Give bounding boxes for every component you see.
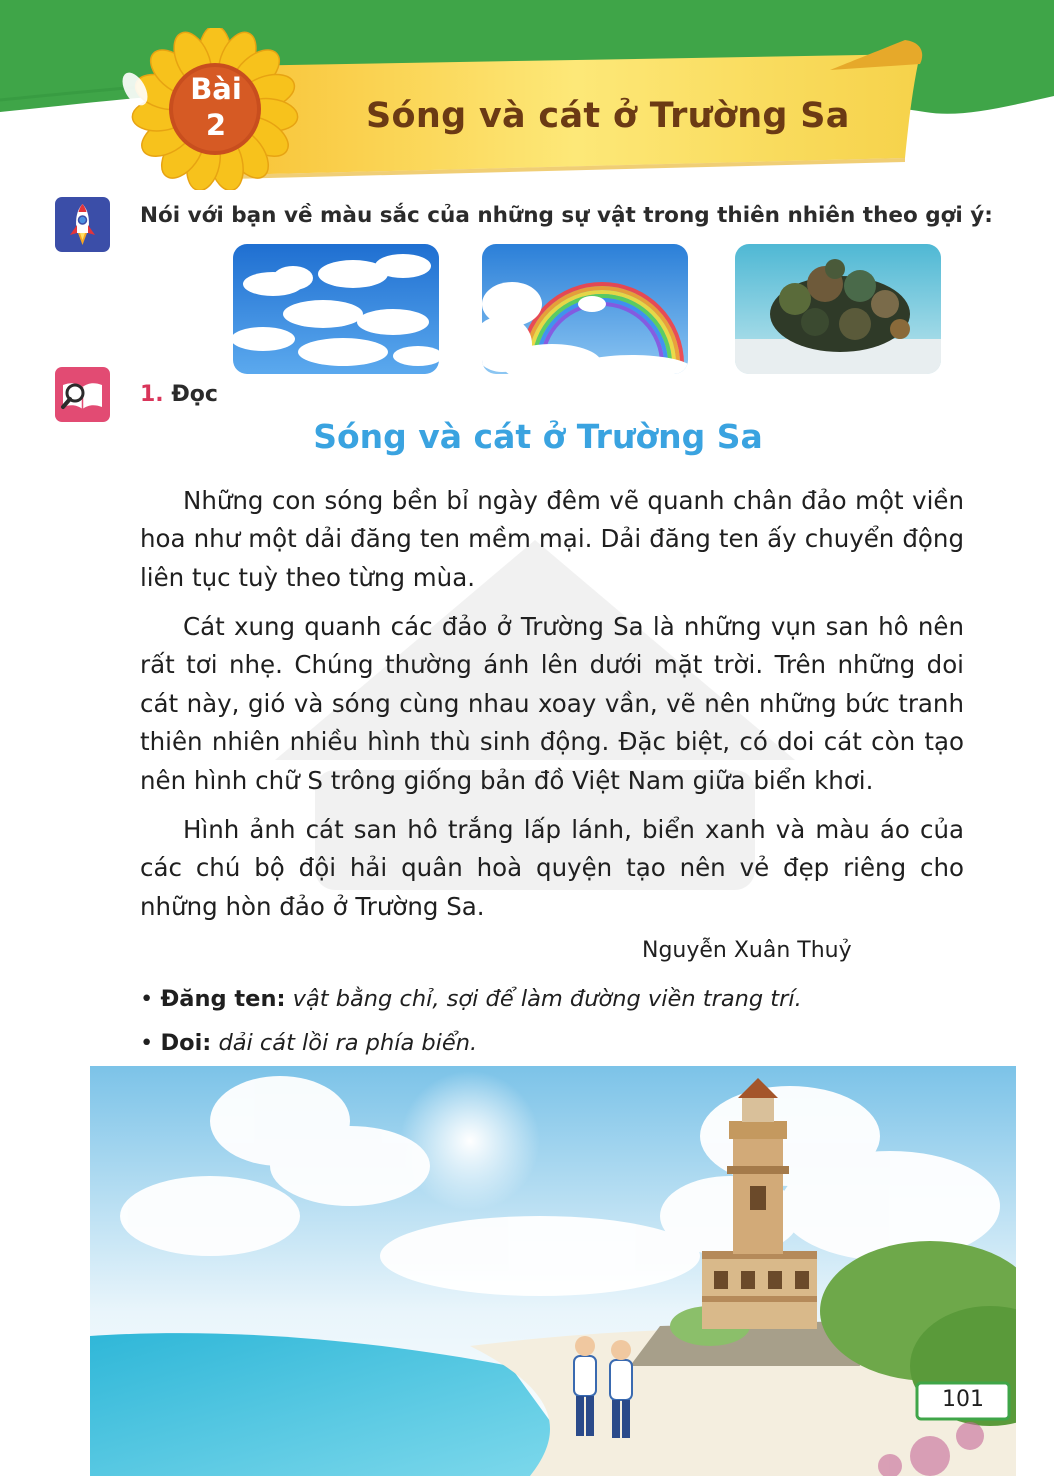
glossary-bullet: • — [140, 1030, 154, 1056]
lesson-number: 2 — [205, 108, 227, 142]
clouds-photo — [233, 244, 439, 374]
lesson-word: Bài — [190, 72, 242, 106]
page-number: 101 — [942, 1387, 984, 1412]
coral-reef-photo — [735, 244, 941, 374]
story-title: Sóng và cát ở Trường Sa — [313, 417, 763, 456]
glossary-definition: dải cát lồi ra phía biển. — [218, 1030, 478, 1056]
glossary-item — [140, 986, 802, 1012]
story-author: Nguyễn Xuân Thuỷ — [642, 938, 852, 963]
rainbow-photo — [482, 244, 688, 374]
reading-label: Đọc — [171, 382, 218, 407]
reading-number: 1. — [140, 382, 164, 407]
story-paragraph: Những con sóng bền bỉ ngày đêm vẽ quanh chân đảo một viền hoa như một dải đăng ten mềm mại. Dải đăng ten ấy chuyển động liên tục tuỳ theo từng mùa. — [140, 486, 964, 592]
reading-heading — [140, 382, 218, 407]
glossary-term: Doi: — [160, 1030, 212, 1056]
book-magnifier-icon — [55, 367, 110, 422]
glossary-term: Đăng ten: — [160, 986, 286, 1012]
glossary-bullet: • — [140, 986, 154, 1012]
speaking-prompt: Nói với bạn về màu sắc của những sự vật trong thiên nhiên theo gợi ý: — [140, 203, 993, 228]
story-paragraph: Hình ảnh cát san hô trắng lấp lánh, biển xanh và màu áo của các chú bộ đội hải quân hoà quyện tạo nên vẻ đẹp riêng cho những hòn đảo ở Trường Sa. — [140, 815, 964, 921]
lesson-title: Sóng và cát ở Trường Sa — [366, 96, 850, 136]
lighthouse-beach-scene — [90, 1066, 1016, 1476]
rocket-icon — [55, 197, 110, 252]
story-paragraph: Cát xung quanh các đảo ở Trường Sa là những vụn san hô nên rất tơi nhẹ. Chúng thường ánh lên dưới mặt trời. Trên những doi cát này, gió và sóng cùng nhau xoay vần, vẽ nên những bức tranh thiên nhiên nhiều hình thù sinh động. Đặc biệt, có doi cát còn tạo nên hình chữ S trông giống bản đồ Việt Nam giữa biển khơi. — [140, 612, 964, 795]
glossary-definition: vật bằng chỉ, sợi để làm đường viền trang trí. — [292, 986, 802, 1012]
glossary-item — [140, 1030, 477, 1056]
